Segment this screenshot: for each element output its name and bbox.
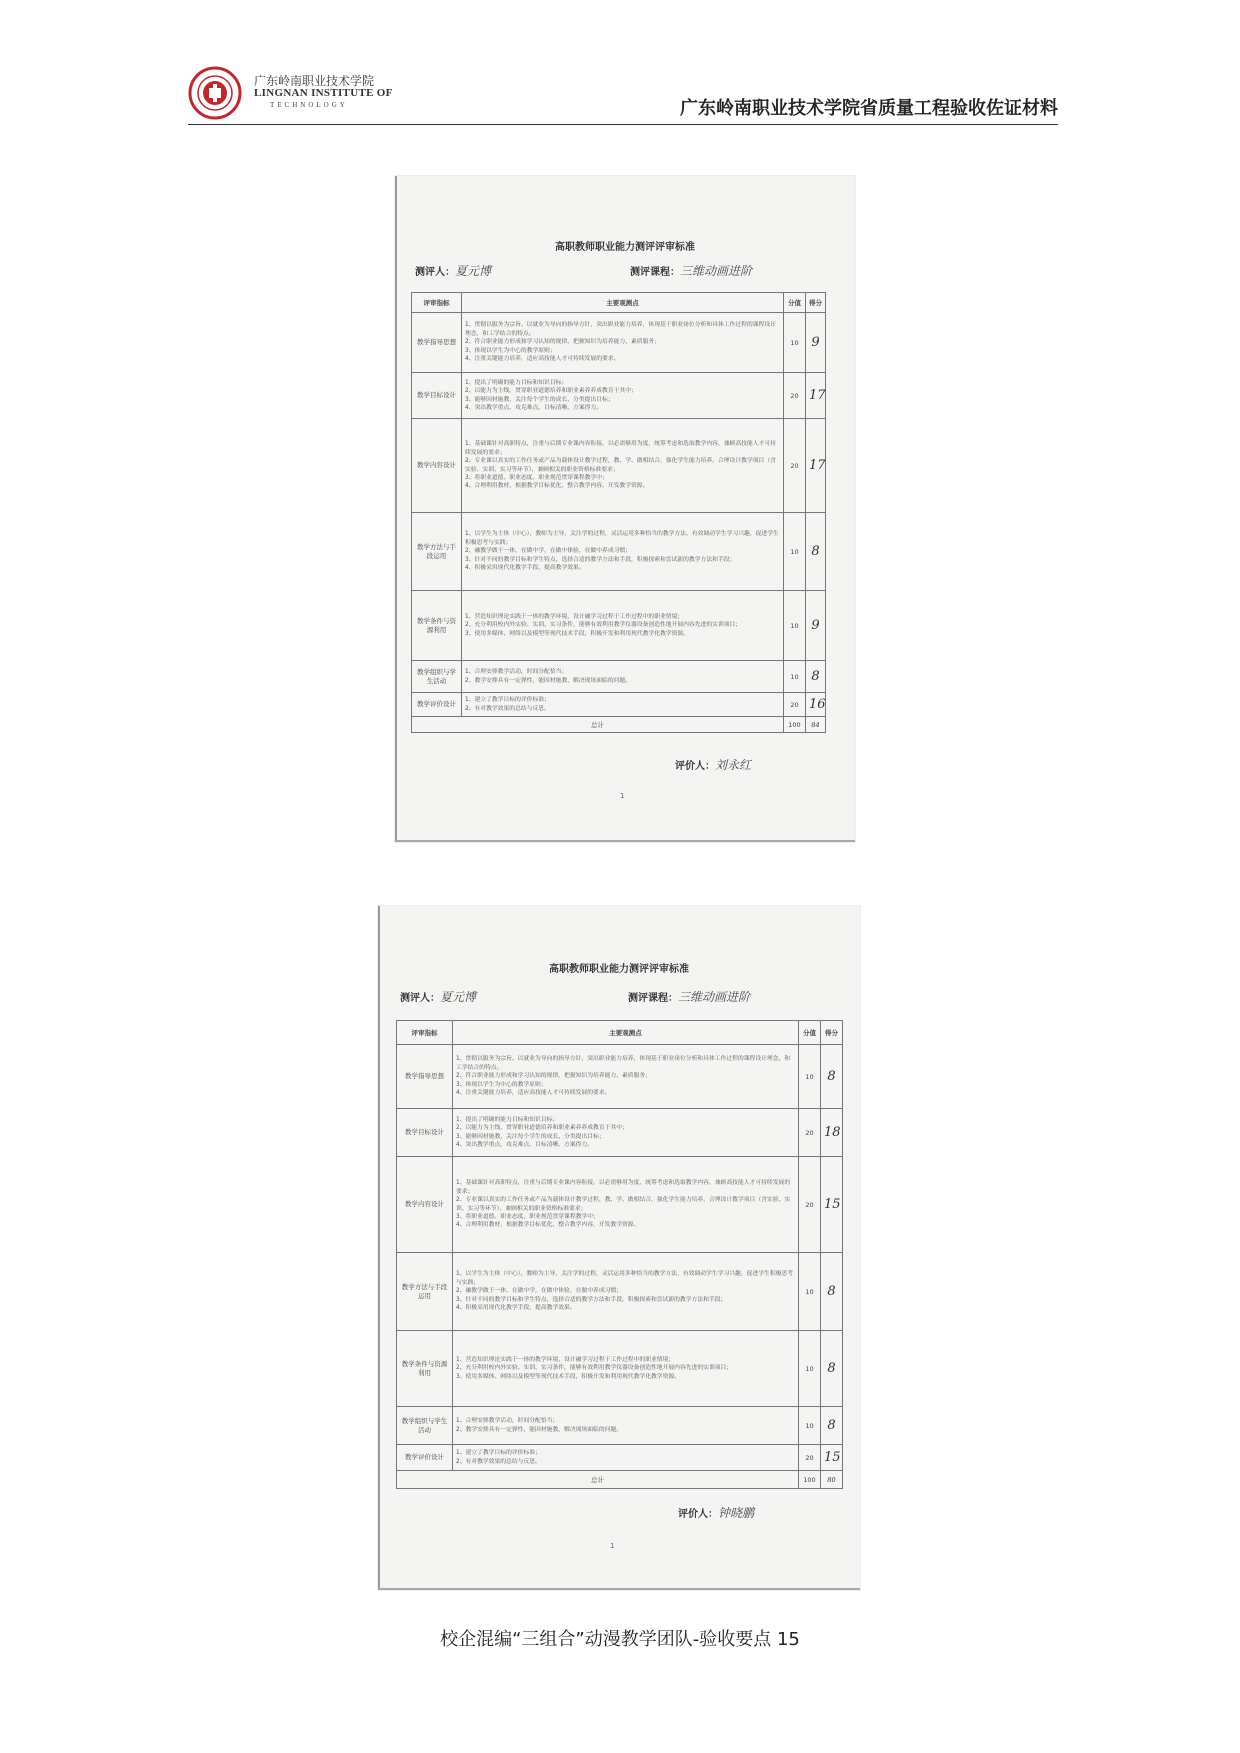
evaluator xyxy=(675,756,751,773)
school-name-en-2: TECHNOLOGY xyxy=(270,101,348,109)
score-cell: 17 xyxy=(806,373,826,419)
table-row xyxy=(412,661,826,693)
evaluator-label: 评价人： xyxy=(678,1509,718,1520)
indicator-cell: 教学目标设计 xyxy=(412,373,462,419)
max-cell: 10 xyxy=(784,591,806,661)
total-label: 总计 xyxy=(412,717,784,733)
points-cell: 1、贯彻以服务为宗旨、以就业为导向的指导方针，突出职业能力培养，体现基于职业岗位分析和具体工作过程的课程设计理念，和工学结合的特点。 2、符合职业能力形成和学习认知的规律，把握知识为培养能力、素质服务； 3、体现以学生为中心的教学原则； 4、注重关键能力培养，适应高技能人才可持续发展的要求。 xyxy=(462,313,784,373)
tested-course xyxy=(628,988,750,1005)
score-cell: 16 xyxy=(806,693,826,717)
table-row xyxy=(397,1445,843,1471)
points-cell: 1、贯彻以服务为宗旨、以就业为导向的指导方针，突出职业能力培养，体现基于职业岗位分析和具体工作过程的课程设计理念，和工学结合的特点。 2、符合职业能力形成和学习认知的规律，把握知识为培养能力、素质服务； 3、体现以学生为中心的教学原则； 4、注重关键能力培养，适应高技能人才可持续发展的要求。 xyxy=(453,1045,799,1109)
tested-person xyxy=(415,262,491,279)
points-cell: 1、营造知识理论实践于一体的教学环境，设计融学习过程于工作过程中的职业情境； 2、充分利用校内外实验、实训、实习条件，能够有效利用教学仪器设备创造性地开展内容先进的实训项目； 3、使用多媒体、网络以及模型等现代技术手段，积极开发和利用现代教学化教学资源。 xyxy=(462,591,784,661)
points-cell: 1、提出了明确的能力目标和知识目标； 2、以能力为主线，贯穿职业道德培养和职业素养养成教育于其中； 3、能够因材施教，关注每个学生的成长，分类提出目标； 4、突出教学重点，攻克难点，目标清晰，方案得力。 xyxy=(453,1109,799,1157)
school-name-en: LINGNAN INSTITUTE OF xyxy=(254,87,393,99)
total-label: 总计 xyxy=(397,1471,799,1489)
score-cell: 15 xyxy=(821,1157,843,1253)
max-cell: 20 xyxy=(799,1157,821,1253)
total-max: 100 xyxy=(799,1471,821,1489)
form-title: 高职教师职业能力测评评审标准 xyxy=(555,242,695,253)
score-cell: 9 xyxy=(806,313,826,373)
indicator-cell: 教学指导思想 xyxy=(412,313,462,373)
scanned-form-1 xyxy=(395,176,855,842)
document-header-title: 广东岭南职业技术学院省质量工程验收佐证材料 xyxy=(680,98,1058,119)
max-cell: 10 xyxy=(784,513,806,591)
header-points: 主要观测点 xyxy=(453,1021,799,1045)
points-cell: 1、基础课针对高职特点，注重与后期专业课内容衔接，以必需够用为度，统筹考虑和选取教学内容，兼顾高技能人才可持续发展的要求； 2、专业课以真实的工作任务或产品为载体设计教学过程，教、学、做相结合，强化学生能力培养，合理设计教学项目（含实验、实训、实习等环节），兼顾相关的职业资格标准要求； 3、将职业道德、职业态度、职业规范贯穿课程教学中； 4、合理利用教材，根据教学目标优化、整合教学内容，开发教学资源。 xyxy=(462,419,784,513)
table-row xyxy=(397,1331,843,1407)
score-cell: 8 xyxy=(821,1331,843,1407)
total-row xyxy=(412,717,826,733)
indicator-cell: 教学条件与资源利用 xyxy=(397,1331,453,1407)
score-cell: 8 xyxy=(806,513,826,591)
tested-name: 夏元博 xyxy=(455,264,492,278)
evaluator-label: 评价人： xyxy=(675,761,715,772)
max-cell: 20 xyxy=(799,1445,821,1471)
header-score: 得分 xyxy=(821,1021,843,1045)
course-label: 测评课程： xyxy=(628,993,678,1004)
course-name: 三维动画进阶 xyxy=(680,264,753,278)
criteria-table xyxy=(411,292,826,733)
table-row xyxy=(397,1407,843,1445)
max-cell: 10 xyxy=(784,661,806,693)
course-name: 三维动画进阶 xyxy=(678,990,751,1004)
points-cell: 1、营造知识理论实践于一体的教学环境，设计融学习过程于工作过程中的职业情境； 2、充分利用校内外实验、实训、实习条件，能够有效利用教学仪器设备创造性地开展内容先进的实训项目； 3、使用多媒体、网络以及模型等现代技术手段，积极开发和利用现代教学化教学资源。 xyxy=(453,1331,799,1407)
header-score: 得分 xyxy=(806,293,826,313)
page-header xyxy=(188,60,1058,125)
score-cell: 15 xyxy=(821,1445,843,1471)
points-cell: 1、合理安排教学活动，时间分配恰当； 2、教学安排具有一定弹性，能因材施教，解决现场面临的问题。 xyxy=(453,1407,799,1445)
table-header-row xyxy=(412,293,826,313)
score-cell: 8 xyxy=(821,1407,843,1445)
tested-label: 测评人： xyxy=(415,267,455,278)
indicator-cell: 教学评价设计 xyxy=(412,693,462,717)
score-cell: 9 xyxy=(806,591,826,661)
max-cell: 10 xyxy=(799,1253,821,1331)
score-cell: 17 xyxy=(806,419,826,513)
indicator-cell: 教学指导思想 xyxy=(397,1045,453,1109)
table-row xyxy=(397,1157,843,1253)
evaluator xyxy=(678,1504,754,1521)
total-max: 100 xyxy=(784,717,806,733)
table-row xyxy=(412,313,826,373)
max-cell: 10 xyxy=(799,1407,821,1445)
tested-label: 测评人： xyxy=(400,993,440,1004)
table-row xyxy=(412,693,826,717)
table-row xyxy=(397,1109,843,1157)
score-cell: 18 xyxy=(821,1109,843,1157)
indicator-cell: 教学条件与资源利用 xyxy=(412,591,462,661)
table-header-row xyxy=(397,1021,843,1045)
tested-name: 夏元博 xyxy=(440,990,477,1004)
tested-person xyxy=(400,988,476,1005)
max-cell: 10 xyxy=(799,1045,821,1109)
table-row xyxy=(412,591,826,661)
header-max: 分值 xyxy=(784,293,806,313)
max-cell: 20 xyxy=(784,373,806,419)
table-row xyxy=(412,419,826,513)
points-cell: 1、以学生为主体（中心），教师为主导，关注学的过程，灵活运用多种恰当的教学方法，有效调动学生学习兴趣，促进学生积极思考与实践； 2、融教学做于一体，在做中学，在做中体验，在做中养成习惯； 3、针对不同的教学目标和学生特点，选择合适的教学方法和手段，积极探索和尝试新的教学方法和手段； 4、积极采用现代化教学手段，提高教学效果。 xyxy=(453,1253,799,1331)
total-score: 84 xyxy=(806,717,826,733)
indicator-cell: 教学组织与学生活动 xyxy=(412,661,462,693)
header-indicator: 评审指标 xyxy=(397,1021,453,1045)
indicator-cell: 教学目标设计 xyxy=(397,1109,453,1157)
indicator-cell: 教学评价设计 xyxy=(397,1445,453,1471)
course-label: 测评课程： xyxy=(630,267,680,278)
points-cell: 1、以学生为主体（中心），教师为主导，关注学的过程，灵活运用多种恰当的教学方法，有效调动学生学习兴趣，促进学生积极思考与实践； 2、融教学做于一体，在做中学，在做中体验，在做中养成习惯； 3、针对不同的教学目标和学生特点，选择合适的教学方法和手段，积极探索和尝试新的教学方法和手段； 4、积极采用现代化教学手段，提高教学效果。 xyxy=(462,513,784,591)
max-cell: 20 xyxy=(784,419,806,513)
points-cell: 1、合理安排教学活动，时间分配恰当； 2、教学安排具有一定弹性，能因材施教，解决现场面临的问题。 xyxy=(462,661,784,693)
table-row xyxy=(412,373,826,419)
tested-course xyxy=(630,262,752,279)
max-cell: 10 xyxy=(784,313,806,373)
points-cell: 1、基础课针对高职特点，注重与后期专业课内容衔接，以必需够用为度，统筹考虑和选取教学内容，兼顾高技能人才可持续发展的要求； 2、专业课以真实的工作任务或产品为载体设计教学过程，教、学、做相结合，强化学生能力培养，合理设计教学项目（含实验、实训、实习等环节），兼顾相关的职业资格标准要求； 3、将职业道德、职业态度、职业规范贯穿课程教学中； 4、合理利用教材，根据教学目标优化、整合教学内容，开发教学资源。 xyxy=(453,1157,799,1253)
score-cell: 8 xyxy=(806,661,826,693)
page-footer: 校企混编“三组合”动漫教学团队-验收要点 15 xyxy=(440,1629,800,1650)
page-number: 1 xyxy=(620,792,625,800)
evaluator-signature: 钟晓鹏 xyxy=(718,1506,755,1520)
indicator-cell: 教学内容设计 xyxy=(397,1157,453,1253)
points-cell: 1、建立了教学目标的评价标准； 2、有对教学效果的总结与反思。 xyxy=(462,693,784,717)
table-row xyxy=(397,1253,843,1331)
total-row xyxy=(397,1471,843,1489)
page-number: 1 xyxy=(610,1542,615,1550)
table-row xyxy=(412,513,826,591)
points-cell: 1、提出了明确的能力目标和知识目标； 2、以能力为主线，贯穿职业道德培养和职业素养养成教育于其中； 3、能够因材施教，关注每个学生的成长，分类提出目标； 4、突出教学重点，攻克难点，目标清晰，方案得力。 xyxy=(462,373,784,419)
total-score: 80 xyxy=(821,1471,843,1489)
indicator-cell: 教学组织与学生活动 xyxy=(397,1407,453,1445)
header-max: 分值 xyxy=(799,1021,821,1045)
points-cell: 1、建立了教学目标的评价标准； 2、有对教学效果的总结与反思。 xyxy=(453,1445,799,1471)
header-points: 主要观测点 xyxy=(462,293,784,313)
scanned-form-2 xyxy=(378,906,860,1590)
indicator-cell: 教学方法与手段运用 xyxy=(412,513,462,591)
score-cell: 8 xyxy=(821,1253,843,1331)
table-row xyxy=(397,1045,843,1109)
max-cell: 10 xyxy=(799,1331,821,1407)
school-logo-icon xyxy=(188,66,242,120)
score-cell: 8 xyxy=(821,1045,843,1109)
max-cell: 20 xyxy=(784,693,806,717)
max-cell: 20 xyxy=(799,1109,821,1157)
indicator-cell: 教学方法与手段运用 xyxy=(397,1253,453,1331)
school-name-cn: 广东岭南职业技术学院 xyxy=(254,74,375,88)
form-title: 高职教师职业能力测评评审标准 xyxy=(549,964,689,975)
evaluator-signature: 刘永红 xyxy=(715,758,752,772)
indicator-cell: 教学内容设计 xyxy=(412,419,462,513)
criteria-table xyxy=(396,1020,843,1489)
header-indicator: 评审指标 xyxy=(412,293,462,313)
